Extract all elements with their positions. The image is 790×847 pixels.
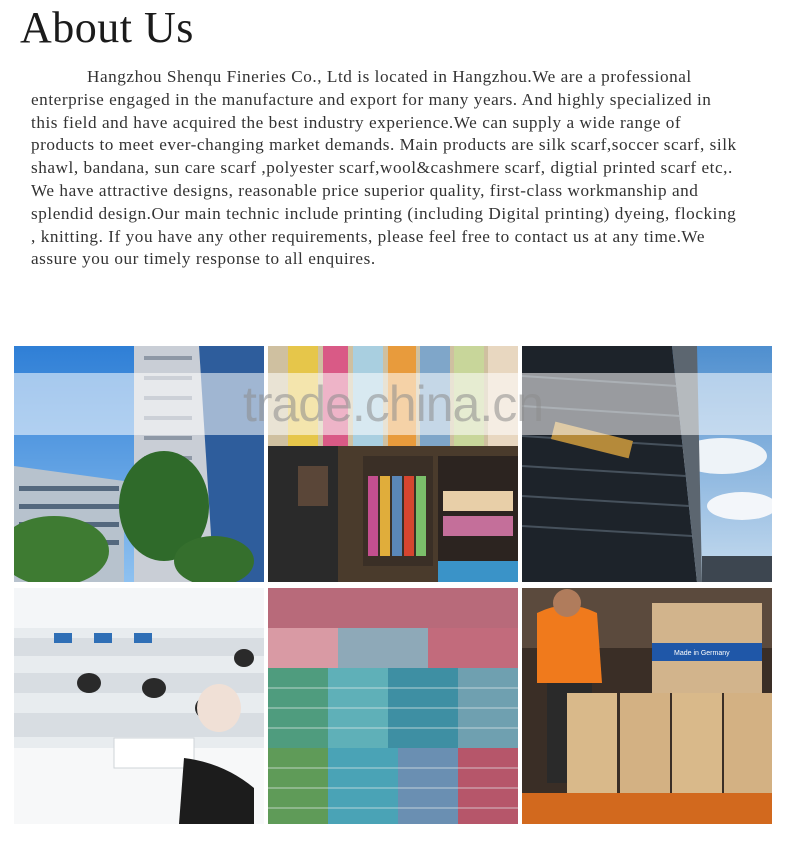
- watermark-text: trade.china.cn: [242, 376, 544, 432]
- about-text: Hangzhou Shenqu Fineries Co., Ltd is located in Hangzhou.We are a professional enterprise engaged in the manufacture and export for many years. And highly specialized in this field and have acquired the best industry experience.We can supply a wide range of products to meet ever-changing market demands. Main products are silk scarf,soccer scarf, silk shawl, bandana, sun care scarf ,polyester scarf,wool&cashmere scarf, digtial printed scarf etc,. We have attractive designs, reasonable price superior quality, first-class workmanship and splendid design.Our main technic include printing (including Digital printing) dyeing, flocking , knitting. If you have any other requirements, please feel free to contact us at any time.We assure you our timely response to all enquires.: [31, 67, 737, 269]
- box-print-label: Made in Germany: [674, 650, 730, 657]
- scarf-stock-photo: [268, 588, 518, 824]
- about-paragraph: [31, 66, 743, 271]
- watermark-banner: [14, 373, 772, 435]
- sewing-workshop-photo: [14, 588, 264, 824]
- page-title: About Us: [20, 3, 194, 52]
- shipping-boxes-photo: [522, 588, 772, 824]
